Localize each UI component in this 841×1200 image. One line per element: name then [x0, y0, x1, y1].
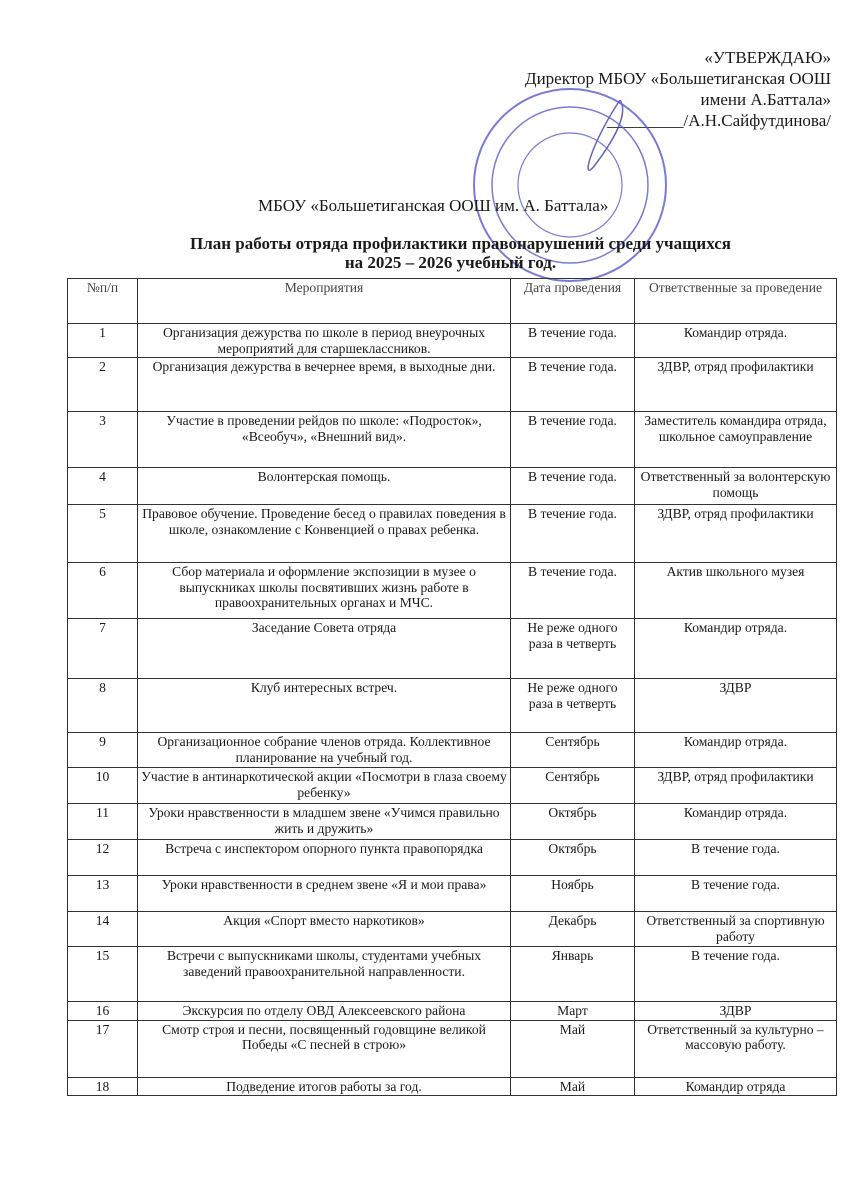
row-date: В течение года. [511, 563, 635, 619]
row-responsible: ЗДВР, отряд профилактики [635, 505, 837, 563]
row-responsible: В течение года. [635, 840, 837, 876]
row-responsible: В течение года. [635, 947, 837, 1002]
row-responsible: Командир отряда. [635, 619, 837, 679]
row-date: В течение года. [511, 505, 635, 563]
approval-signature: _________/А.Н.Сайфутдинова/ [607, 111, 831, 130]
row-event: Правовое обучение. Проведение бесед о правилах поведения в школе, ознакомление с Конвенцией о правах ребенка. [138, 505, 511, 563]
table-row [68, 468, 837, 505]
row-event: Экскурсия по отделу ОВД Алексеевского района [138, 1002, 511, 1021]
row-date: Не реже одного раза в четверть [511, 619, 635, 679]
row-responsible: ЗДВР [635, 679, 837, 733]
row-date: Май [511, 1077, 635, 1096]
row-responsible: Командир отряда. [635, 733, 837, 768]
row-event: Участие в проведении рейдов по школе: «Подросток», «Всеобуч», «Внешний вид». [138, 412, 511, 468]
row-number: 13 [68, 876, 138, 912]
row-number: 5 [68, 505, 138, 563]
table-row [68, 912, 837, 947]
table-row [68, 619, 837, 679]
row-number: 17 [68, 1020, 138, 1077]
row-event: Волонтерская помощь. [138, 468, 511, 505]
row-date: Сентябрь [511, 733, 635, 768]
table-row [68, 840, 837, 876]
row-date: Декабрь [511, 912, 635, 947]
row-date: Октябрь [511, 804, 635, 840]
row-date: В течение года. [511, 412, 635, 468]
row-event: Клуб интересных встреч. [138, 679, 511, 733]
row-number: 12 [68, 840, 138, 876]
table-row [68, 768, 837, 804]
row-responsible: Ответственный за спортивную работу [635, 912, 837, 947]
row-date: Сентябрь [511, 768, 635, 804]
row-event: Уроки нравственности в среднем звене «Я и мои права» [138, 876, 511, 912]
row-number: 6 [68, 563, 138, 619]
row-number: 14 [68, 912, 138, 947]
table-row [68, 358, 837, 412]
row-responsible: Актив школьного музея [635, 563, 837, 619]
row-responsible: Командир отряда. [635, 324, 837, 358]
row-event: Встречи с выпускниками школы, студентами учебных заведений правоохранительной направленности. [138, 947, 511, 1002]
row-number: 9 [68, 733, 138, 768]
table-row [68, 947, 837, 1002]
row-number: 10 [68, 768, 138, 804]
school-name: МБОУ «Большетиганская ООШ им. А. Баттала» [258, 196, 609, 215]
row-responsible: В течение года. [635, 876, 837, 912]
row-number: 15 [68, 947, 138, 1002]
row-event: Акция «Спорт вместо наркотиков» [138, 912, 511, 947]
table-row [68, 1077, 837, 1096]
row-number: 2 [68, 358, 138, 412]
title-line-2: на 2025 – 2026 учебный год. [344, 253, 557, 272]
row-date: Март [511, 1002, 635, 1021]
row-date: В течение года. [511, 358, 635, 412]
table-row [68, 876, 837, 912]
approval-school: имени А.Баттала» [700, 90, 831, 109]
table-row [68, 563, 837, 619]
row-responsible: Командир отряда [635, 1077, 837, 1096]
row-number: 7 [68, 619, 138, 679]
row-event: Смотр строя и песни, посвященный годовщине великой Победы «С песней в строю» [138, 1020, 511, 1077]
row-event: Организационное собрание членов отряда. Коллективное планирование на учебный год. [138, 733, 511, 768]
row-date: Январь [511, 947, 635, 1002]
row-number: 16 [68, 1002, 138, 1021]
table-row [68, 505, 837, 563]
row-number: 3 [68, 412, 138, 468]
row-date: Ноябрь [511, 876, 635, 912]
row-date: Не реже одного раза в четверть [511, 679, 635, 733]
row-responsible: ЗДВР, отряд профилактики [635, 358, 837, 412]
table-row [68, 733, 837, 768]
approval-heading: «УТВЕРЖДАЮ» [704, 48, 831, 67]
table-row [68, 679, 837, 733]
approval-director: Директор МБОУ «Большетиганская ООШ [524, 69, 831, 88]
row-event: Организация дежурства в вечернее время, в выходные дни. [138, 358, 511, 412]
table-row [68, 324, 837, 358]
table-row [68, 1002, 837, 1021]
row-responsible: Ответственный за культурно – массовую работу. [635, 1020, 837, 1077]
row-date: Октябрь [511, 840, 635, 876]
row-number: 8 [68, 679, 138, 733]
row-date: В течение года. [511, 324, 635, 358]
table-row [68, 412, 837, 468]
table-row [68, 804, 837, 840]
table-row [68, 1020, 837, 1077]
row-number: 11 [68, 804, 138, 840]
row-number: 1 [68, 324, 138, 358]
header-responsible: Ответственные за проведение [635, 279, 837, 324]
header-number: №п/п [68, 279, 138, 324]
row-responsible: Ответственный за волонтерскую помощь [635, 468, 837, 505]
row-responsible: Заместитель командира отряда, школьное самоуправление [635, 412, 837, 468]
row-date: Май [511, 1020, 635, 1077]
row-number: 4 [68, 468, 138, 505]
row-responsible: ЗДВР, отряд профилактики [635, 768, 837, 804]
row-event: Встреча с инспектором опорного пункта правопорядка [138, 840, 511, 876]
row-event: Участие в антинаркотической акции «Посмотри в глаза своему ребенку» [138, 768, 511, 804]
document-title [0, 234, 841, 272]
row-event: Уроки нравственности в младшем звене «Учимся правильно жить и дружить» [138, 804, 511, 840]
title-line-1: План работы отряда профилактики правонарушений среди учащихся [190, 234, 731, 253]
table-header-row [68, 279, 837, 324]
row-event: Организация дежурства по школе в период внеурочных мероприятий для старшеклассников. [138, 324, 511, 358]
row-number: 18 [68, 1077, 138, 1096]
row-date: В течение года. [511, 468, 635, 505]
header-date: Дата проведения [511, 279, 635, 324]
row-event: Заседание Совета отряда [138, 619, 511, 679]
plan-table [67, 278, 837, 1096]
row-event: Сбор материала и оформление экспозиции в музее о выпускниках школы посвятивших жизнь работе в правоохранительных органах и МЧС. [138, 563, 511, 619]
row-event: Подведение итогов работы за год. [138, 1077, 511, 1096]
header-event: Мероприятия [138, 279, 511, 324]
row-responsible: Командир отряда. [635, 804, 837, 840]
row-responsible: ЗДВР [635, 1002, 837, 1021]
